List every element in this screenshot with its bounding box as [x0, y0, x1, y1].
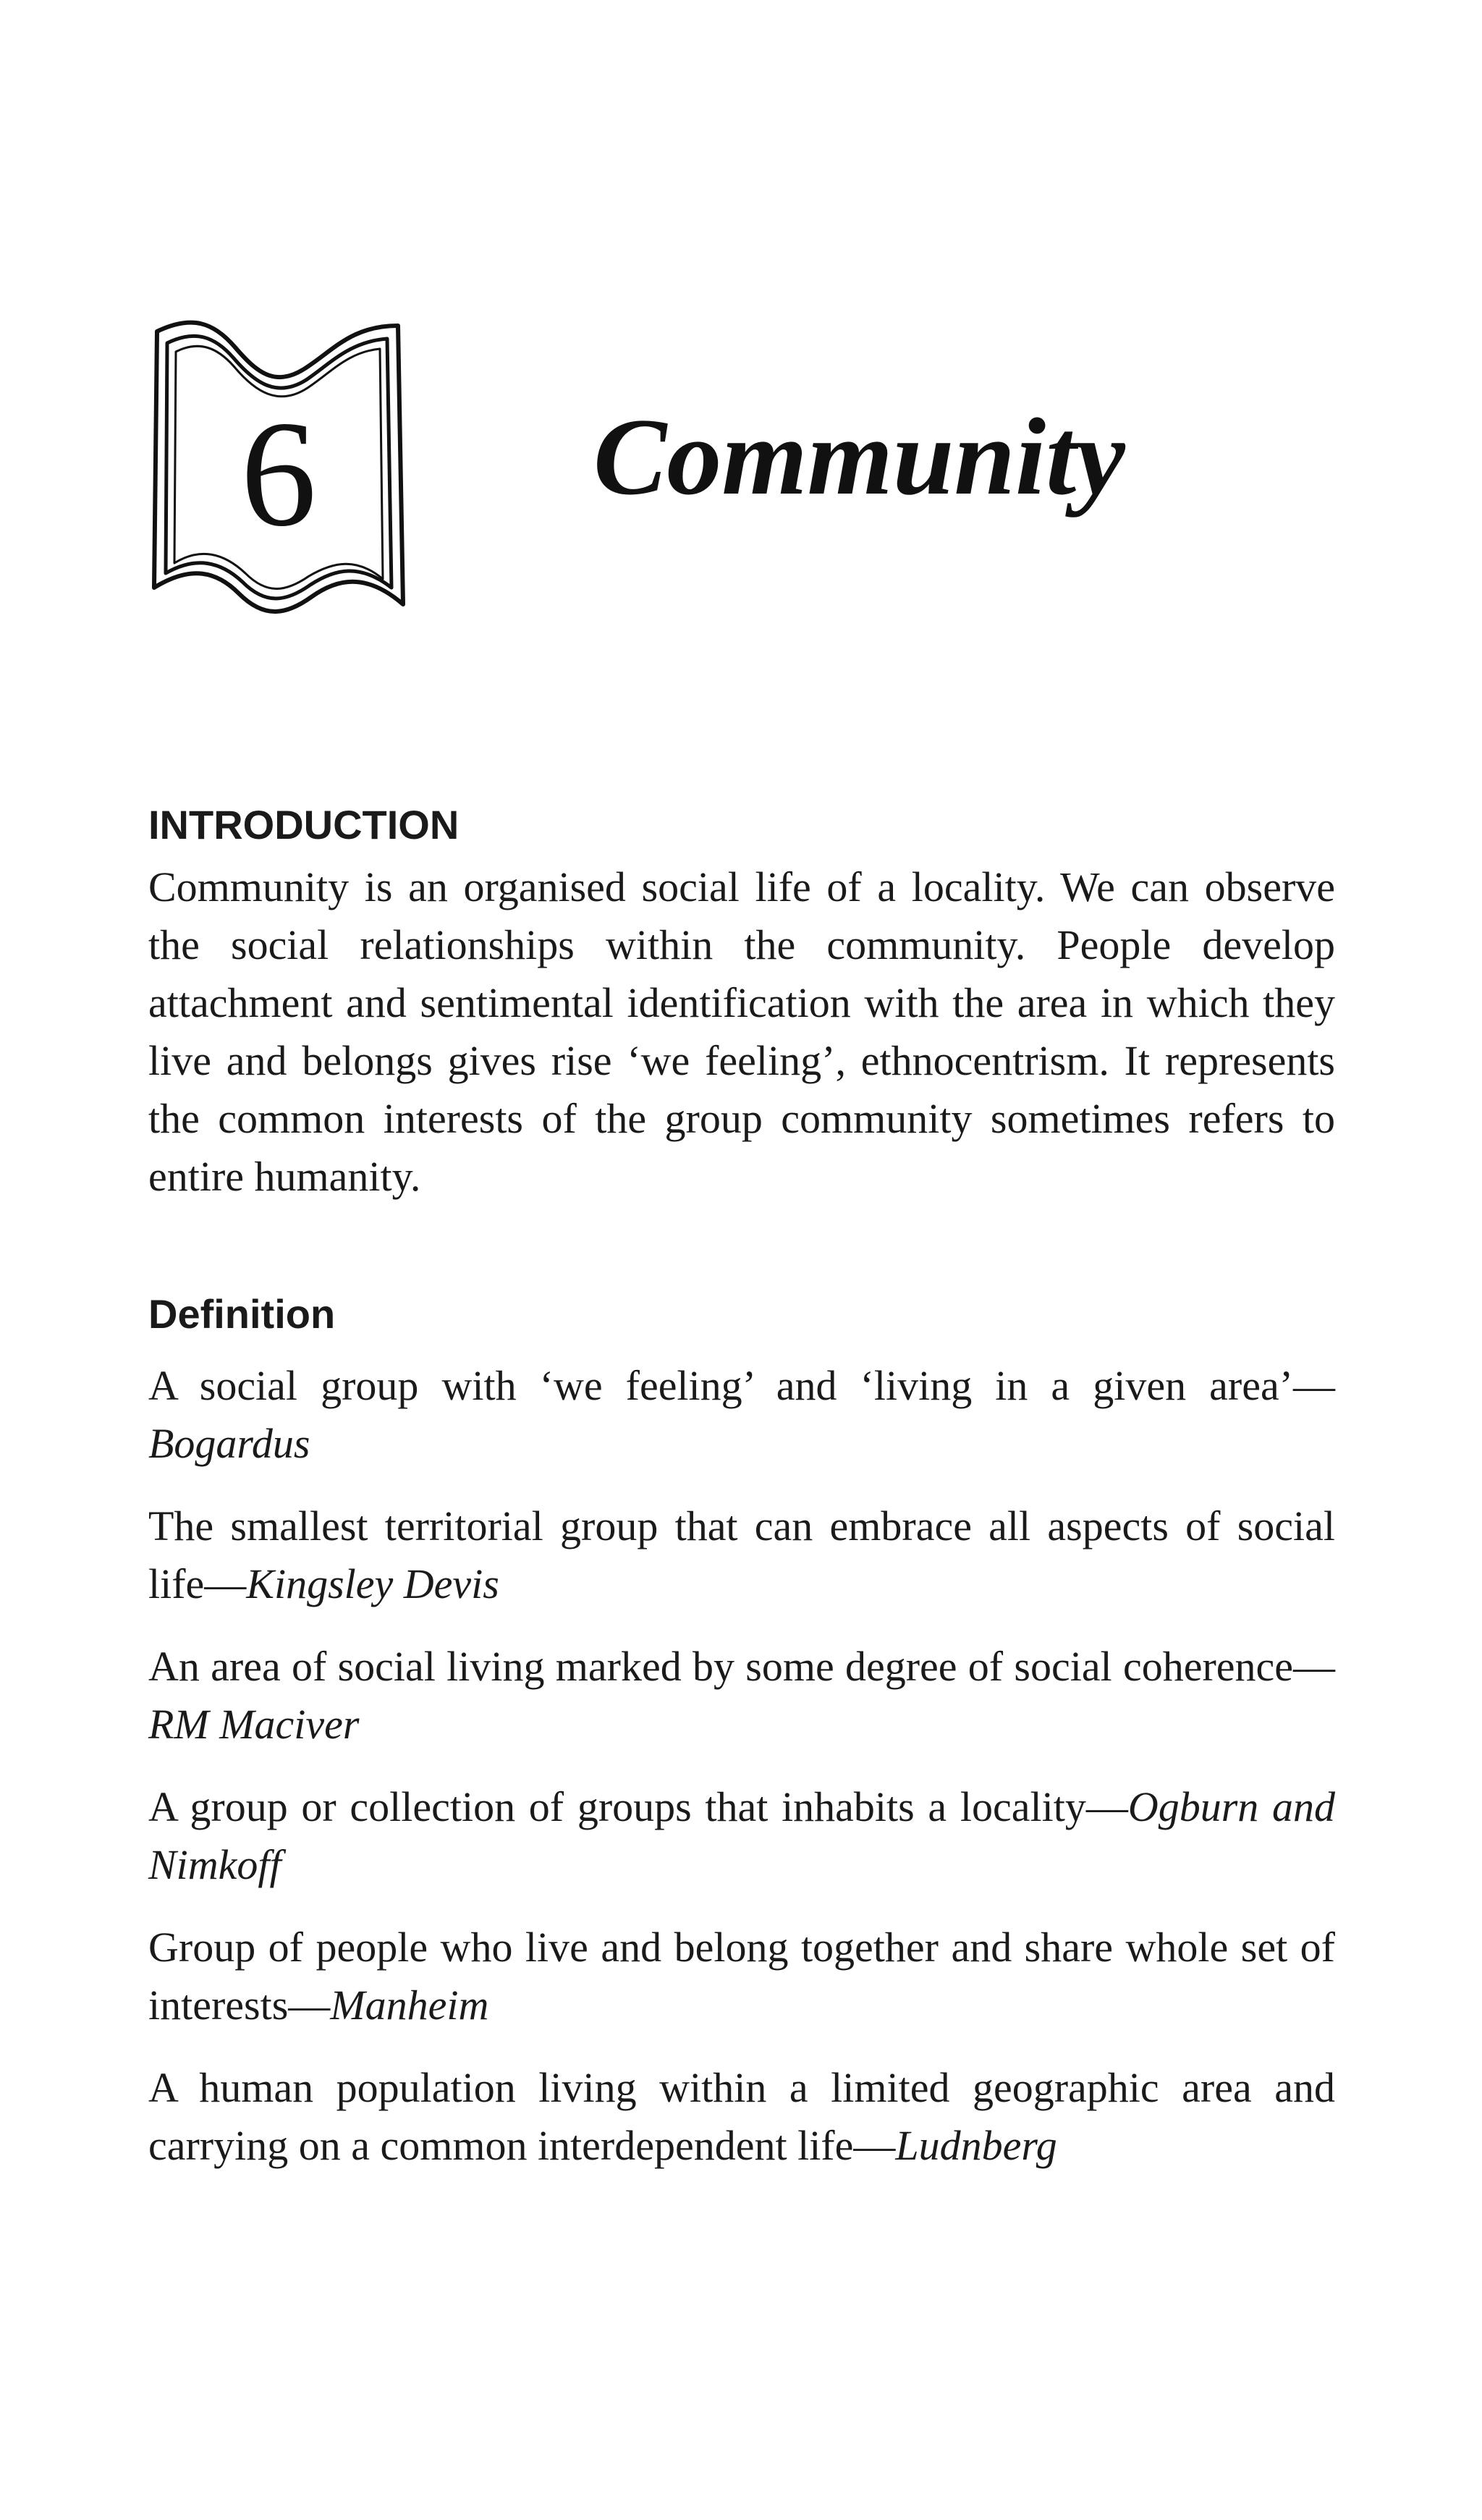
definition-author: Bogardus: [148, 1419, 310, 1467]
definition-text: A human population living within a limited geographic area and carrying on a common interdependent life—: [148, 2063, 1335, 2169]
chapter-badge: [148, 318, 409, 622]
definition-item: [148, 2059, 1335, 2175]
definition-item: [148, 1497, 1335, 1613]
definition-author: Ludnberg: [895, 2121, 1057, 2169]
definition-list: [148, 1357, 1335, 2175]
chapter-title: Community: [593, 396, 1125, 517]
definition-item: [148, 1638, 1335, 1754]
definition-author: RM Maciver: [148, 1700, 360, 1748]
introduction-paragraph: Community is an organised social life of a locality. We can observe the social relationships within the community. People develop attachment and sentimental identification with the area in which they live and belongs gives rise ‘we feeling’, ethnocentrism. It represents the common interests of the group community sometimes refers to entire humanity.: [148, 863, 1335, 1201]
definition-text: A group or collection of groups that inhabits a locality—: [148, 1783, 1128, 1830]
definition-text: Group of people who live and belong together and share whole set of interests—: [148, 1923, 1335, 2029]
chapter-content: [148, 802, 1335, 2199]
definition-item: [148, 1919, 1335, 2034]
definition-heading: Definition: [148, 1291, 336, 1337]
definition-text: The smallest territorial group that can embrace all aspects of social life—: [148, 1502, 1335, 1607]
introduction-heading: INTRODUCTION: [148, 802, 460, 847]
definition-item: [148, 1778, 1335, 1894]
chapter-number: 6: [240, 390, 317, 558]
definition-author: Manheim: [330, 1981, 489, 2029]
definition-author: Kingsley Devis: [246, 1560, 499, 1607]
definition-text: A social group with ‘we feeling’ and ‘living in a given area’—: [148, 1361, 1335, 1409]
definition-item: [148, 1357, 1335, 1473]
definition-text: An area of social living marked by some degree of social coherence—: [148, 1642, 1335, 1690]
definition-author: Ogburn and Nimkoff: [148, 1783, 1335, 1888]
